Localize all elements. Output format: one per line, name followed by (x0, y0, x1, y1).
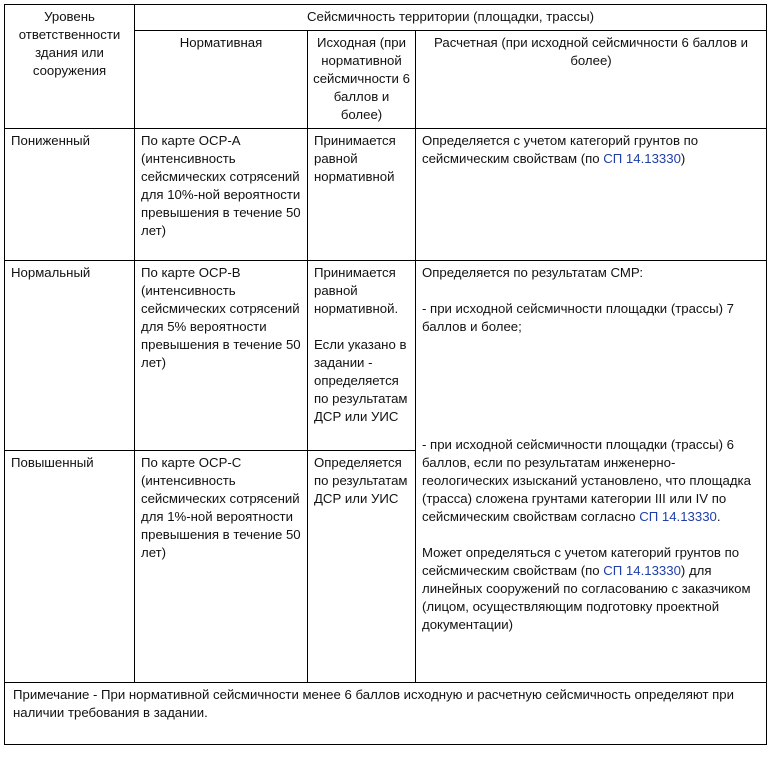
header-seismicity: Сейсмичность территории (площадки, трассы) (135, 5, 767, 31)
cell-initial-low: Принимается равной нормативной (308, 129, 416, 261)
header-normative: Нормативная (135, 31, 308, 129)
table-row-normal (5, 261, 767, 451)
cell-level-normal: Нормальный (5, 261, 135, 451)
calc-high-p1-end: . (716, 509, 721, 524)
seismicity-table (4, 4, 767, 745)
calc-high-p2-text: Может определяться с учетом категорий грунтов по сейсмическим свойствам (по (422, 545, 740, 578)
calc-high-p1-text: - при исходной сейсмичности площадки (трассы) 6 баллов, если по результатам инженерно-геологических изысканий установлено, что площадка (трасса) сложена грунтами категории III или IV по сейсмическим свойствам согласно (422, 437, 751, 524)
cell-initial-normal (308, 261, 416, 451)
cell-normative-normal: По карте ОСР-В (интенсивность сейсмических сотрясений для 5% вероятности превышения в течение 50 лет) (135, 261, 308, 451)
table-row-low (5, 129, 767, 261)
cell-level-low: Пониженный (5, 129, 135, 261)
header-level: Уровень ответственности здания или сооружения (5, 5, 135, 129)
note-text: Примечание - При нормативной сейсмичности менее 6 баллов исходную и расчетную сейсмичность определяют при наличии требования в задании. (5, 683, 767, 745)
header-initial: Исходная (при нормативной сейсмичности 6 баллов и более) (308, 31, 416, 129)
calc-norm-p1: Определяется по результатам СМР: (422, 265, 644, 280)
calc-high-p2 (422, 544, 760, 634)
note-row (5, 683, 767, 745)
sp-14-13330-link[interactable]: СП 14.13330 (603, 151, 681, 166)
cell-normative-high: По карте ОСР-С (интенсивность сейсмических сотрясений для 1%-ной вероятности превышения в течение 50 лет) (135, 451, 308, 683)
sp-14-13330-link[interactable]: СП 14.13330 (603, 563, 681, 578)
sp-14-13330-link[interactable]: СП 14.13330 (639, 509, 717, 524)
calc-high-p2-end: ) для линейных сооружений по согласованию с заказчиком (лицом, осуществляющим подготовку проектной документации) (422, 563, 751, 632)
header-calculated: Расчетная (при исходной сейсмичности 6 баллов и более) (416, 31, 767, 129)
cell-level-high: Повышенный (5, 451, 135, 683)
calc-low-text: Определяется с учетом категорий грунтов по сейсмическим свойствам (по (422, 133, 699, 166)
initial-normal-p1: Принимается равной нормативной. (314, 265, 399, 316)
cell-calculated-normal-high (416, 261, 767, 683)
cell-initial-high: Определяется по результатам ДСР или УИС (308, 451, 416, 683)
calc-norm-p2: - при исходной сейсмичности площадки (трассы) 7 баллов и более; (422, 301, 734, 334)
cell-calculated-low (416, 129, 767, 261)
calc-low-end: ) (680, 151, 686, 166)
cell-normative-low: По карте ОСР-А (интенсивность сейсмических сотрясений для 10%-ной вероятности превышения в течение 50 лет) (135, 129, 308, 261)
header-row-1 (5, 5, 767, 31)
calc-high-p1 (422, 436, 760, 526)
initial-normal-p2: Если указано в задании - определяется по результатам ДСР или УИС (314, 337, 408, 424)
